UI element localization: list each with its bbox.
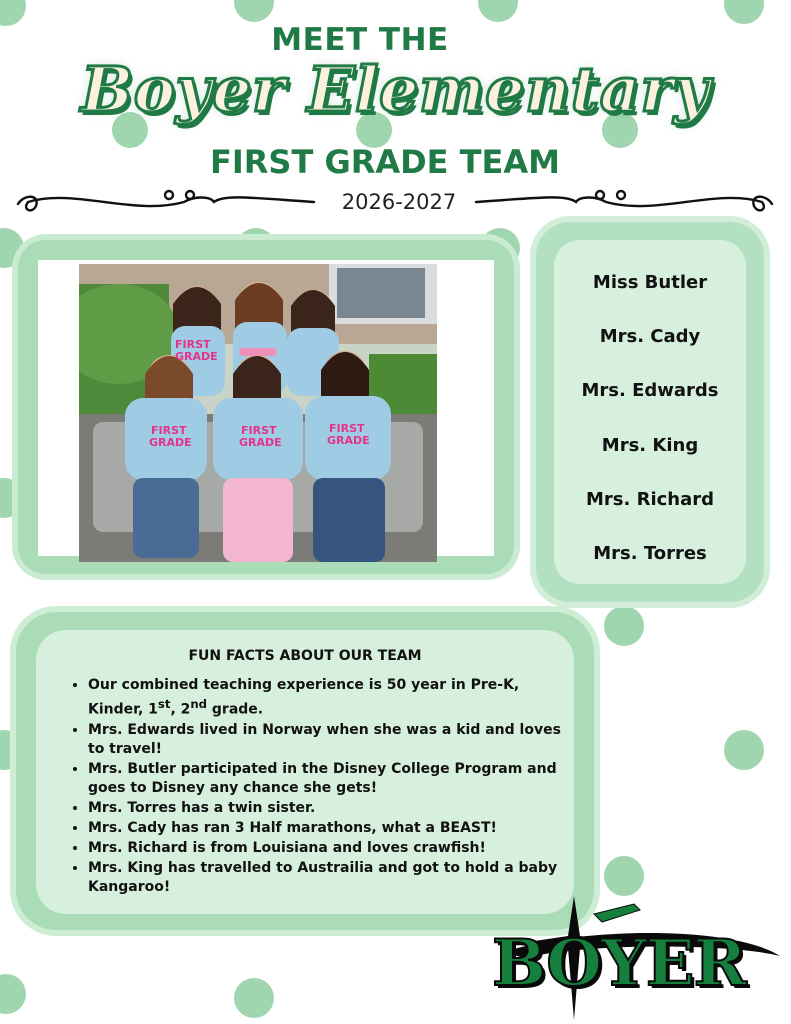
polka-dot bbox=[604, 856, 644, 896]
shirt-text: GRADE bbox=[239, 436, 282, 449]
fun-fact-text: Our combined teaching experience is 50 year in Pre-K, Kinder, 1 bbox=[88, 677, 520, 718]
logo-wordmark: BOYER bbox=[492, 926, 746, 1001]
shirt-text: FIRST bbox=[175, 338, 211, 351]
team-member-name: Mrs. Torres bbox=[593, 543, 707, 564]
team-names-panel bbox=[536, 222, 764, 602]
team-member-name: Mrs. Richard bbox=[585, 489, 715, 510]
shirt-text: GRADE bbox=[149, 436, 192, 449]
fun-fact-item: • Mrs. Edwards lived in Norway when she was a kid and loves to travel! bbox=[88, 721, 578, 759]
ordinal-suffix: st bbox=[157, 697, 171, 711]
fun-fact-text: , 2 bbox=[170, 701, 191, 718]
fun-fact-item: • Mrs. King has travelled to Austrailia and got to hold a baby Kangaroo! bbox=[88, 859, 578, 897]
shirt-text: GRADE bbox=[327, 434, 370, 447]
meet-the-heading: MEET THE bbox=[271, 22, 449, 58]
polka-dot bbox=[234, 978, 274, 1018]
year-divider bbox=[14, 186, 776, 222]
team-member-name: Mrs. Cady bbox=[599, 326, 701, 347]
polka-dot bbox=[604, 606, 644, 646]
shirt-text: FIRST bbox=[151, 424, 187, 437]
polka-dot bbox=[234, 0, 274, 22]
shirt-text: GRADE bbox=[175, 350, 218, 363]
school-name-title: Boyer Elementary bbox=[80, 53, 711, 126]
shirt-text: FIRST bbox=[329, 422, 365, 435]
fun-facts-title: FUN FACTS ABOUT OUR TEAM bbox=[188, 648, 422, 664]
polka-dot bbox=[0, 974, 26, 1014]
shirt-text: FIRST bbox=[241, 424, 277, 437]
team-member-name: Mrs. Edwards bbox=[581, 380, 719, 401]
fun-facts-list bbox=[70, 676, 578, 898]
team-heading: FIRST GRADE TEAM bbox=[210, 143, 560, 181]
team-photo-image bbox=[79, 264, 437, 562]
fun-fact-item: • Mrs. Torres has a twin sister. bbox=[88, 799, 578, 818]
polka-dot bbox=[478, 0, 518, 22]
polka-dot bbox=[724, 0, 764, 24]
team-member-name: Miss Butler bbox=[592, 272, 708, 293]
ordinal-suffix: nd bbox=[190, 697, 208, 711]
fun-fact-item: • Mrs. Richard is from Louisiana and loves crawfish! bbox=[88, 839, 578, 858]
boyer-logo bbox=[484, 896, 784, 1020]
fun-fact-text: grade. bbox=[207, 701, 264, 718]
fun-fact-item: • Mrs. Butler participated in the Disney College Program and goes to Disney any chance she gets! bbox=[88, 760, 578, 798]
team-photo bbox=[79, 264, 437, 562]
school-year: 2026-2027 bbox=[334, 190, 464, 214]
fun-fact-item: • Mrs. Cady has ran 3 Half marathons, what a BEAST! bbox=[88, 819, 578, 838]
polka-dot bbox=[724, 730, 764, 770]
team-member-name: Mrs. King bbox=[601, 435, 699, 456]
fun-fact-item bbox=[88, 676, 578, 720]
